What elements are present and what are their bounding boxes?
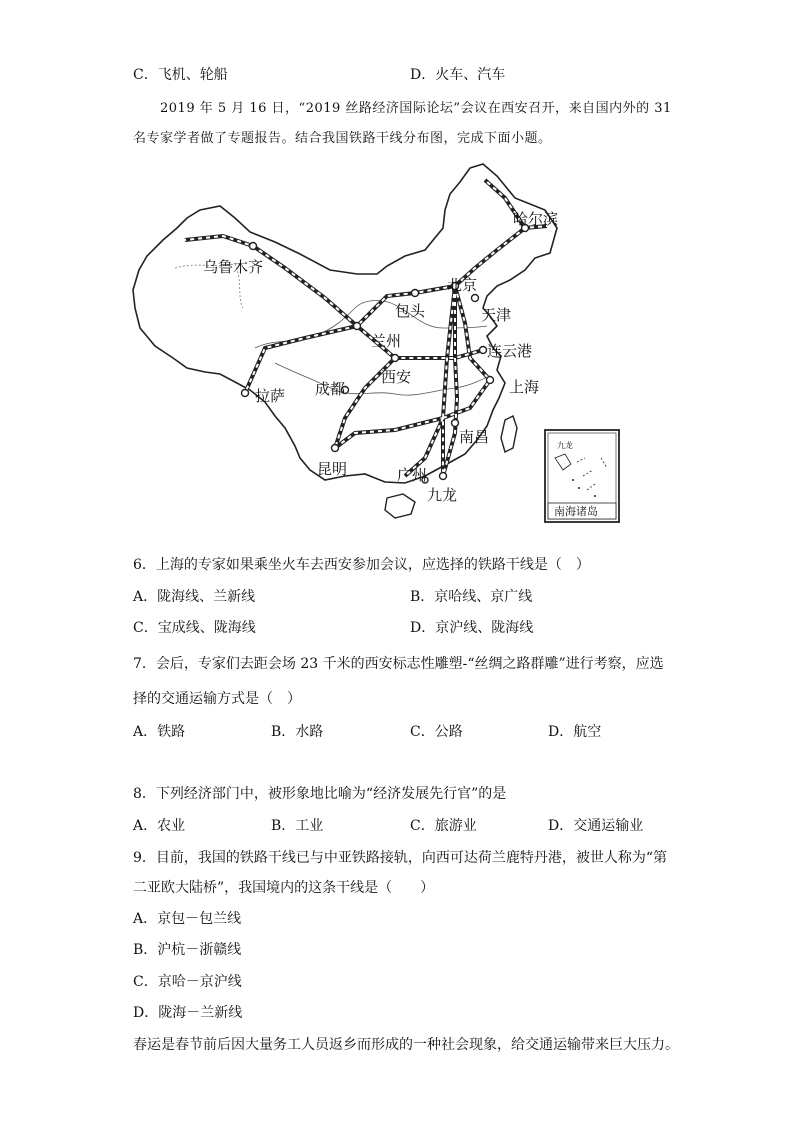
label-lhasa: 拉萨 xyxy=(255,387,286,405)
label-lanzhou: 兰州 xyxy=(371,332,402,350)
label-shanghai: 上海 xyxy=(509,378,540,396)
intro-line-2: 名专家学者做了专题报告。结合我国铁路干线分布图，完成下面小题。 xyxy=(133,131,552,146)
hainan-island xyxy=(385,494,415,518)
q8-option-b[interactable]: B．工业 xyxy=(271,818,324,834)
label-jiulong: 九龙 xyxy=(427,486,458,504)
q7-option-d[interactable]: D．航空 xyxy=(548,724,602,740)
dot-tianjin xyxy=(472,295,479,302)
dot-xian xyxy=(392,355,399,362)
q8-option-c[interactable]: C．旅游业 xyxy=(410,818,477,834)
q6-option-c[interactable]: C．宝成线、陇海线 xyxy=(133,620,256,636)
label-harbin: 哈尔滨 xyxy=(513,210,559,228)
q9-option-c[interactable]: C．京哈－京沪线 xyxy=(133,974,242,990)
q7-option-b[interactable]: B．水路 xyxy=(271,724,324,740)
label-lianyungang: 连云港 xyxy=(487,342,533,360)
q7-stem-1: 7．会后，专家们去距会场 23 千米的西安标志性雕塑-“丝绸之路群雕”进行考察，应选 xyxy=(133,656,664,672)
q9-stem-1: 9．目前，我国的铁路干线已与中亚铁路接轨，向西可达荷兰鹿特丹港，被世人称为“第 xyxy=(133,850,668,866)
q9-stem-2: 二亚欧大陆桥”，我国境内的这条干线是（ ） xyxy=(133,880,435,896)
south-china-sea-inset xyxy=(545,430,619,522)
q9-option-b[interactable]: B．沪杭－浙赣线 xyxy=(133,942,242,958)
dot-lianyungang xyxy=(480,347,487,354)
inset-label: 南海诸岛 xyxy=(554,505,598,518)
dot-lanzhou xyxy=(354,323,361,330)
q8-option-d[interactable]: D．交通运输业 xyxy=(548,818,644,834)
label-beijing: 北京 xyxy=(447,276,478,294)
q6-stem: 6．上海的专家如果乘坐火车去西安参加会议，应选择的铁路干线是（ ） xyxy=(133,557,590,573)
q6-option-d[interactable]: D．京沪线、陇海线 xyxy=(410,620,534,636)
label-urumqi: 乌鲁木齐 xyxy=(203,258,264,276)
dot-urumqi xyxy=(250,243,257,250)
closing-paragraph: 春运是春节前后因大量务工人员返乡而形成的一种社会现象，给交通运输带来巨大压力。 xyxy=(133,1037,679,1053)
dot-lhasa xyxy=(242,390,249,397)
q6-option-a[interactable]: A．陇海线、兰新线 xyxy=(133,589,256,605)
dot-baotou xyxy=(412,290,419,297)
taiwan-island xyxy=(501,416,517,452)
q7-stem-2: 择的交通运输方式是（ ） xyxy=(133,691,301,707)
label-baotou: 包头 xyxy=(395,302,426,320)
q7-option-a[interactable]: A．铁路 xyxy=(133,724,186,740)
dot-nanchang xyxy=(452,420,459,427)
inset-small-label: 九龙 xyxy=(557,441,573,450)
dot-guangzhou xyxy=(440,473,447,480)
intro-line-1: 2019 年 5 月 16 日，“2019 丝路经济国际论坛”会议在西安召开，来自国内外的 31 xyxy=(160,101,672,116)
label-xian: 西安 xyxy=(381,368,412,386)
q6-option-b[interactable]: B．京哈线、京广线 xyxy=(410,589,533,605)
label-guangzhou: 广州 xyxy=(397,466,428,484)
q9-option-a[interactable]: A．京包－包兰线 xyxy=(133,911,242,927)
label-nanchang: 南昌 xyxy=(459,428,490,446)
q9-option-d[interactable]: D．陇海－兰新线 xyxy=(133,1005,243,1021)
q7-option-c[interactable]: C．公路 xyxy=(410,724,463,740)
label-tianjin: 天津 xyxy=(481,306,512,324)
railway-map xyxy=(125,158,625,523)
label-kunming: 昆明 xyxy=(317,460,348,478)
q8-option-a[interactable]: A．农业 xyxy=(133,818,186,834)
label-chengdu: 成都 xyxy=(315,380,346,398)
option-d-prev: D．火车、汽车 xyxy=(410,67,506,83)
dot-kunming xyxy=(332,445,339,452)
q8-stem: 8．下列经济部门中，被形象地比喻为“经济发展先行官”的是 xyxy=(133,786,507,802)
dot-shanghai xyxy=(487,377,494,384)
option-c-prev: C．飞机、轮船 xyxy=(133,67,228,83)
